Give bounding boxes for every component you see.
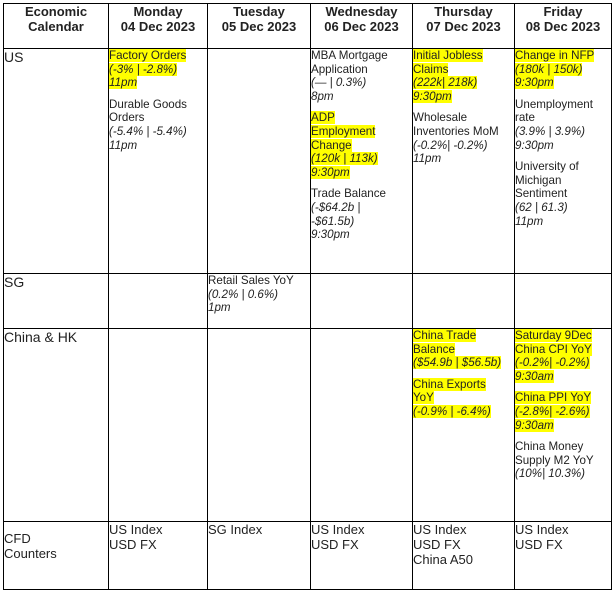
event-name-text: Retail Sales YoY [208,274,294,287]
event-values-line [311,152,412,166]
day-date: 08 Dec 2023 [525,19,601,34]
event-cell [515,274,612,329]
highlighted-event [311,111,412,179]
event-time-text: 9:30pm [311,228,350,242]
event-name-line [515,454,611,468]
event-values-line [109,125,207,139]
cfd-label-line: CFD [4,531,31,546]
event-cell [311,274,413,329]
event-cell [515,329,612,522]
day-name: Friday [543,4,583,19]
day-header-tuesday [208,4,311,49]
event-name-text: MBA Mortgage [311,49,388,62]
day-header-wednesday [311,4,413,49]
event-name-text: Michigan [515,173,562,187]
calendar-event [311,49,412,103]
event-cell [208,274,311,329]
event-name-text: Wholesale [413,111,468,125]
event-name-line [413,391,514,405]
event-name-text: YoY [413,391,434,405]
event-time-line [515,139,611,153]
event-name-text: Change [311,138,352,152]
calendar-event [311,187,412,241]
event-name-text: Change in NFP [515,49,595,62]
event-name-text: Durable Goods [109,97,187,111]
corner-line: Economic [24,4,88,19]
day-name: Wednesday [325,4,398,19]
highlighted-event [515,329,611,383]
highlighted-event [413,329,514,370]
event-name-text: Claims [413,62,449,76]
event-cell [515,49,612,274]
event-time-line [208,301,310,315]
cfd-counter: China A50 [413,552,473,567]
region-row-us [4,49,612,274]
event-name-text: Employment [311,124,376,138]
event-name-line [109,49,207,63]
event-name-line [311,187,412,201]
event-cell [413,329,515,522]
event-name-text: Sentiment [515,187,568,201]
event-name-text: China Exports [413,377,486,391]
event-time-line [311,166,412,180]
event-name-line [515,160,611,174]
day-date: 06 Dec 2023 [324,19,399,34]
event-time-text: 9:30pm [515,138,554,152]
event-time-text: 11pm [413,152,442,166]
event-values-text: (222k| 218k) [413,76,478,90]
cfd-counter: USD FX [109,537,157,552]
cfd-cell [109,522,208,590]
calendar-event [515,160,611,228]
event-name-line [208,274,310,288]
day-header-friday [515,4,612,49]
event-name-text: Trade Balance [311,187,386,201]
event-time-text: 11pm [109,76,138,90]
region-label: SG [4,274,109,329]
day-date: 04 Dec 2023 [120,19,196,34]
event-name-line [515,440,611,454]
calendar-event [208,274,310,315]
highlighted-event [413,49,514,103]
event-time-line [311,90,412,104]
event-cell [413,49,515,274]
event-time-text: 11pm [109,138,138,152]
event-time-text: 8pm [311,89,334,103]
event-name-text: Balance [413,342,455,356]
cfd-row [4,522,612,590]
calendar-event [515,98,611,152]
event-name-text: Inventories MoM [413,124,499,138]
event-name-line [515,49,611,63]
cfd-label [4,522,109,590]
day-header-monday [109,4,208,49]
event-name-text: Unemployment [515,97,593,111]
event-time-text: 1pm [208,301,231,315]
day-header-thursday [413,4,515,49]
event-values-text: (— | 0.3%) [311,76,367,90]
event-name-line [515,187,611,201]
event-values-text: (-$64.2b | [311,200,361,214]
event-values-line [311,201,412,215]
event-cell [208,329,311,522]
event-name-line [515,391,611,405]
event-name-line [311,139,412,153]
event-name-line [515,98,611,112]
event-values-text: (120k | 113k) [311,152,378,166]
event-name-text: Factory Orders [109,49,187,62]
economic-calendar-table [3,3,612,590]
event-name-text: Supply M2 YoY [515,453,594,467]
cfd-cell [413,522,515,590]
event-cell [109,329,208,522]
event-time-text: 9:30am [515,418,554,432]
event-name-text: University of [515,160,579,174]
event-time-line [515,76,611,90]
cfd-counter: US Index [515,522,569,537]
cfd-label-line: Counters [4,546,57,561]
event-values-line [109,63,207,77]
event-name-line [413,111,514,125]
event-time-line [515,419,611,433]
event-name-text: China CPI YoY [515,342,592,356]
cfd-counter: SG Index [208,522,263,537]
event-name-line [311,63,412,77]
event-name-line [413,378,514,392]
region-row-china-hk [4,329,612,522]
cfd-cell [515,522,612,590]
event-name-text: Application [311,62,368,76]
event-time-line [311,228,412,242]
event-values-text: (-5.4% | -5.4%) [109,124,187,138]
day-name: Thursday [434,4,493,19]
event-time-text: 11pm [515,214,544,228]
cfd-cell [311,522,413,590]
event-time-line [109,76,207,90]
event-values-text: (-0.2%| -0.2%) [515,356,590,370]
highlighted-event [413,378,514,419]
event-time-text: 9:30pm [515,76,554,90]
event-name-line [311,111,412,125]
event-name-line [413,343,514,357]
event-cell [109,49,208,274]
event-name-line [515,111,611,125]
event-time-line [413,152,514,166]
event-values-line [208,288,310,302]
day-date: 07 Dec 2023 [426,19,501,34]
event-values-text: (-2.8%| -2.6%) [515,404,590,418]
cfd-cell [208,522,311,590]
event-name-text: Saturday 9Dec [515,329,592,342]
event-cell [311,329,413,522]
event-time-text: 9:30pm [311,165,350,179]
highlighted-event [109,49,207,90]
event-cell [109,274,208,329]
cfd-counter: USD FX [515,537,563,552]
event-values-text: (-0.2%| -0.2%) [413,138,488,152]
event-name-line [413,49,514,63]
event-values-text: (62 | 61.3) [515,200,568,214]
event-values-line [515,405,611,419]
event-values-line [515,467,611,481]
event-values-line [413,405,514,419]
corner-line: Calendar [28,19,84,34]
event-values-line [413,356,514,370]
event-time-text: 9:30pm [413,89,452,103]
event-cell [208,49,311,274]
event-values-line [515,201,611,215]
calendar-event [515,440,611,481]
event-values-line [311,215,412,229]
cfd-counter: US Index [109,522,163,537]
region-row-sg [4,274,612,329]
event-name-text: Orders [109,111,145,125]
event-name-text: rate [515,111,535,125]
corner-header [4,4,109,49]
cfd-counter: US Index [413,522,467,537]
event-name-text: China Trade [413,329,477,342]
event-name-text: China Money [515,440,584,454]
event-values-line [515,356,611,370]
event-values-line [413,76,514,90]
event-name-line [413,329,514,343]
event-values-text: ($54.9b | $56.5b) [413,356,502,370]
event-time-line [109,139,207,153]
event-name-line [515,329,611,343]
event-values-line [311,76,412,90]
event-name-text: Initial Jobless [413,49,483,62]
event-values-text: (-3% | -2.8%) [109,62,178,76]
event-values-text: -$61.5b) [311,214,355,228]
day-name: Monday [133,4,183,19]
event-values-text: (180k | 150k) [515,62,583,76]
event-values-text: (3.9% | 3.9%) [515,124,586,138]
event-time-text: 9:30am [515,369,554,383]
event-cell [311,49,413,274]
event-name-line [413,125,514,139]
highlighted-event [515,49,611,90]
event-values-line [413,139,514,153]
event-values-line [515,63,611,77]
event-name-line [413,63,514,77]
event-name-line [311,49,412,63]
event-name-line [109,111,207,125]
calendar-event [109,98,207,152]
event-name-line [515,174,611,188]
event-name-text: China PPI YoY [515,391,592,405]
event-time-line [515,215,611,229]
event-time-line [413,90,514,104]
region-label: China & HK [4,329,109,522]
event-time-line [515,370,611,384]
day-date: 05 Dec 2023 [221,19,297,34]
header-row [4,4,612,49]
event-name-line [311,125,412,139]
day-name: Tuesday [233,4,285,19]
cfd-counter: US Index [311,522,365,537]
event-values-line [515,125,611,139]
cfd-counter: USD FX [413,537,461,552]
highlighted-event [515,391,611,432]
event-values-text: (-0.9% | -6.4%) [413,404,491,418]
event-name-line [515,343,611,357]
event-values-text: (0.2% | 0.6%) [208,287,279,301]
calendar-event [413,111,514,165]
event-values-text: (10%| 10.3%) [515,467,586,481]
cfd-counter: USD FX [311,537,359,552]
event-cell [413,274,515,329]
event-name-text: ADP [311,111,335,125]
region-label: US [4,49,109,274]
event-name-line [109,98,207,112]
